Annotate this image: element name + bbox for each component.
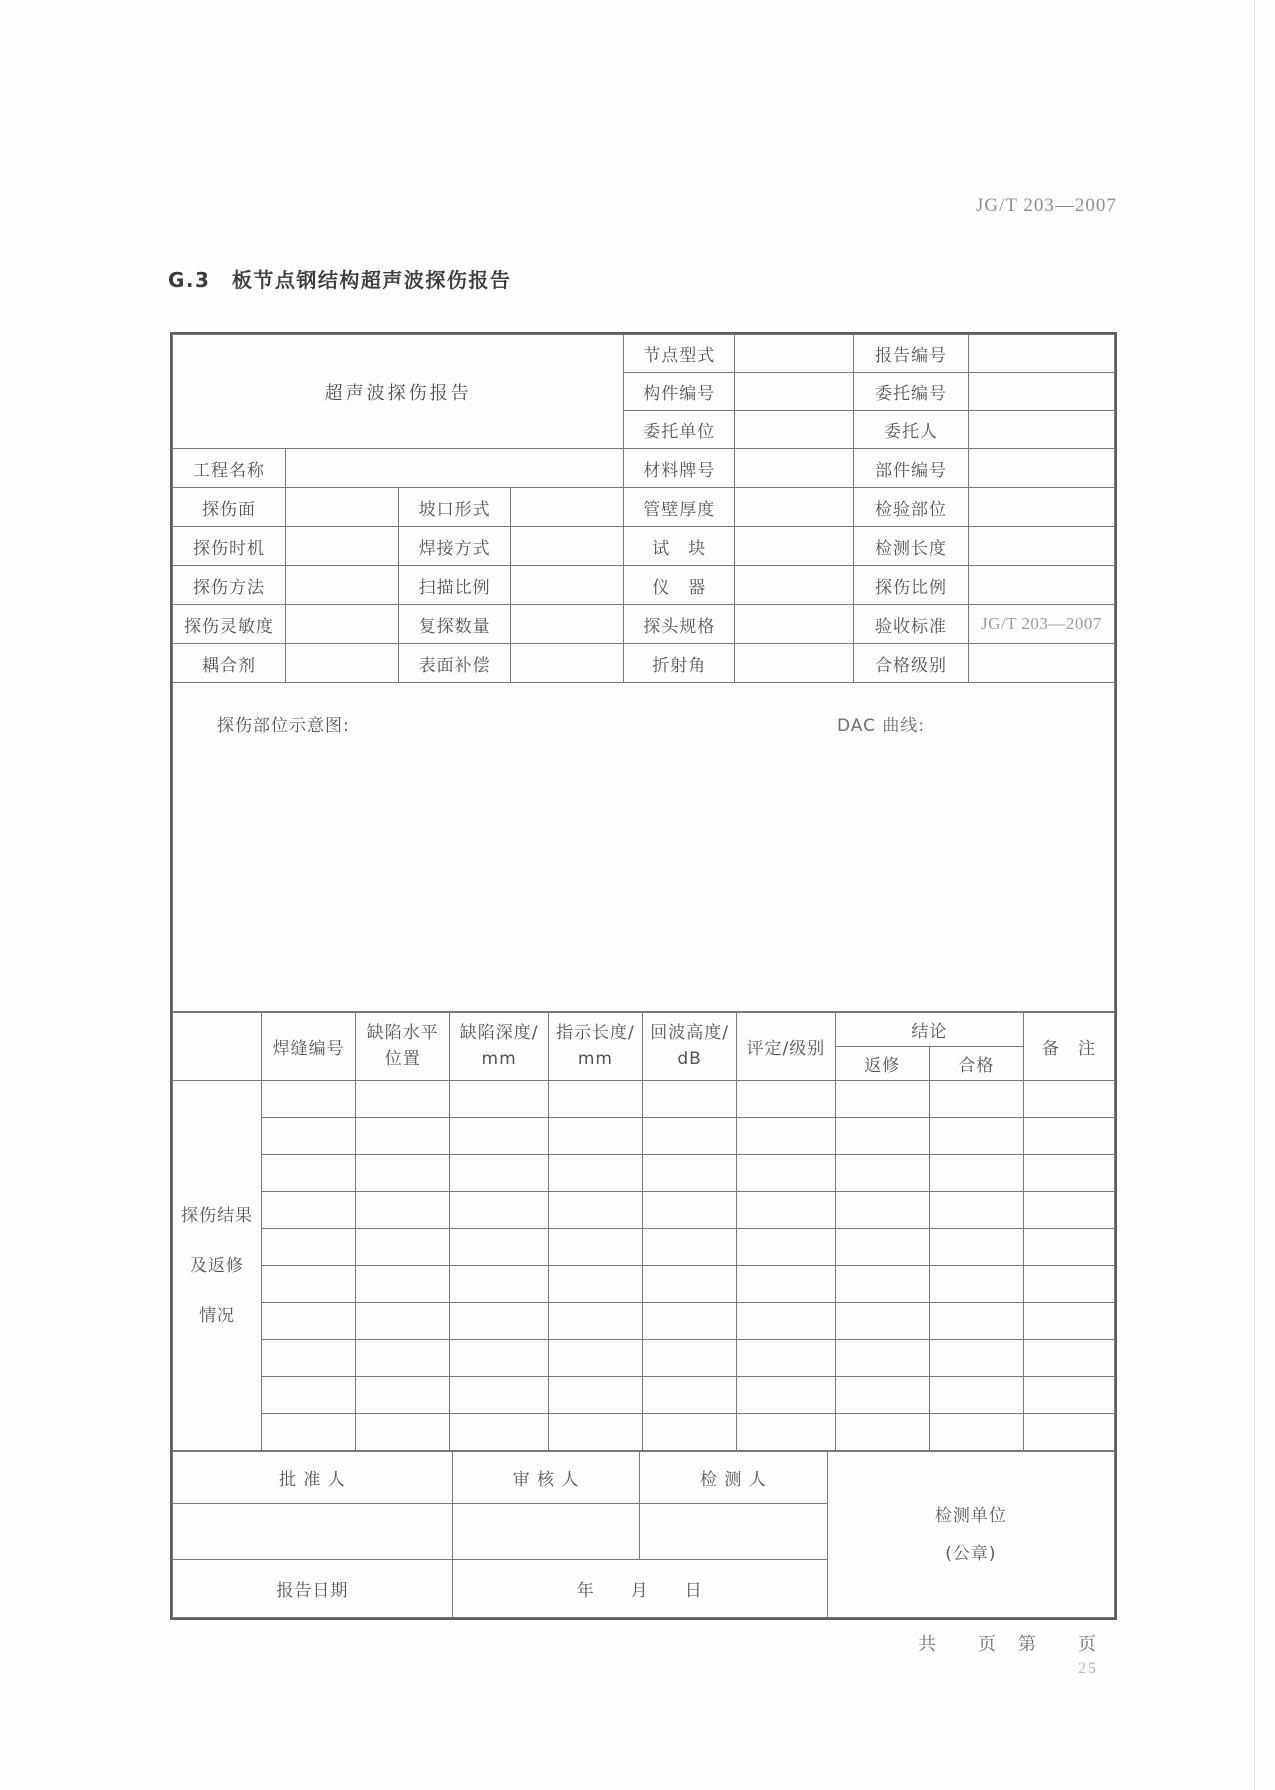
result-cell bbox=[1024, 1303, 1115, 1340]
col-header-defect-position: 缺陷水平 位置 bbox=[356, 1013, 450, 1081]
col-header-defect-depth: 缺陷深度/ mm bbox=[450, 1013, 548, 1081]
result-cell bbox=[450, 1340, 548, 1377]
result-cell bbox=[643, 1340, 737, 1377]
result-cell bbox=[835, 1377, 929, 1414]
value-test-method bbox=[286, 566, 399, 605]
result-cell bbox=[737, 1340, 835, 1377]
result-cell bbox=[643, 1377, 737, 1414]
label-commission-no: 委托编号 bbox=[854, 373, 969, 411]
label-sensitivity: 探伤灵敏度 bbox=[173, 605, 286, 644]
result-cell bbox=[929, 1192, 1023, 1229]
value-recheck-qty bbox=[511, 605, 624, 644]
result-cell bbox=[450, 1266, 548, 1303]
value-client bbox=[968, 411, 1114, 449]
col-header-rating-level: 评定/级别 bbox=[737, 1013, 835, 1081]
result-cell bbox=[835, 1414, 929, 1451]
label-surface-compensation: 表面补偿 bbox=[399, 644, 511, 683]
result-cell bbox=[356, 1377, 450, 1414]
result-cell bbox=[643, 1155, 737, 1192]
result-cell bbox=[548, 1340, 642, 1377]
result-cell bbox=[356, 1266, 450, 1303]
label-inspector: 检 测 人 bbox=[640, 1452, 827, 1504]
result-cell bbox=[548, 1414, 642, 1451]
result-cell bbox=[643, 1414, 737, 1451]
label-material-grade: 材料牌号 bbox=[624, 449, 735, 488]
dac-curve-label: DAC 曲线: bbox=[837, 716, 926, 736]
label-reviewer: 审 核 人 bbox=[452, 1452, 639, 1504]
result-cell bbox=[737, 1229, 835, 1266]
value-acceptance-level bbox=[968, 644, 1114, 683]
result-cell bbox=[548, 1229, 642, 1266]
result-cell bbox=[262, 1192, 356, 1229]
result-cell bbox=[835, 1303, 929, 1340]
result-cell bbox=[929, 1377, 1023, 1414]
result-cell bbox=[929, 1118, 1023, 1155]
result-cell bbox=[929, 1155, 1023, 1192]
result-cell bbox=[1024, 1414, 1115, 1451]
value-report-no bbox=[968, 335, 1114, 373]
result-cell bbox=[737, 1081, 835, 1118]
result-cell bbox=[835, 1081, 929, 1118]
label-acceptance-standard: 验收标准 bbox=[854, 605, 969, 644]
value-member-no bbox=[735, 373, 854, 411]
page-count-line: 共 页 第 页 bbox=[918, 1634, 1098, 1655]
form-title: 超声波探伤报告 bbox=[173, 335, 624, 449]
page-number: 25 bbox=[1078, 1660, 1098, 1677]
result-cell bbox=[835, 1155, 929, 1192]
result-cell bbox=[643, 1229, 737, 1266]
label-recheck-qty: 复探数量 bbox=[399, 605, 511, 644]
label-test-block: 试 块 bbox=[624, 527, 735, 566]
diagram-area bbox=[173, 683, 1115, 1012]
label-joint-type: 节点型式 bbox=[624, 335, 735, 373]
result-cell bbox=[450, 1229, 548, 1266]
label-report-date: 报告日期 bbox=[173, 1560, 453, 1618]
result-cell bbox=[356, 1229, 450, 1266]
result-cell bbox=[835, 1229, 929, 1266]
value-wall-thickness bbox=[735, 488, 854, 527]
result-cell bbox=[737, 1118, 835, 1155]
result-cell bbox=[262, 1377, 356, 1414]
value-part-no bbox=[968, 449, 1114, 488]
label-report-no: 报告编号 bbox=[854, 335, 969, 373]
result-cell bbox=[737, 1303, 835, 1340]
result-cell bbox=[450, 1192, 548, 1229]
result-cell bbox=[643, 1266, 737, 1303]
result-cell bbox=[737, 1155, 835, 1192]
approver-signature-cell bbox=[173, 1504, 453, 1560]
value-acceptance-standard: JG/T 203—2007 bbox=[968, 605, 1114, 644]
result-cell bbox=[835, 1340, 929, 1377]
result-cell bbox=[548, 1118, 642, 1155]
value-probe-spec bbox=[735, 605, 854, 644]
label-refraction-angle: 折射角 bbox=[624, 644, 735, 683]
label-probe-spec: 探头规格 bbox=[624, 605, 735, 644]
standard-code: JG/T 203—2007 bbox=[976, 195, 1117, 216]
result-cell bbox=[835, 1266, 929, 1303]
value-material-grade bbox=[735, 449, 854, 488]
result-cell bbox=[548, 1081, 642, 1118]
value-test-timing bbox=[286, 527, 399, 566]
label-member-no: 构件编号 bbox=[624, 373, 735, 411]
value-instrument bbox=[735, 566, 854, 605]
result-cell bbox=[737, 1192, 835, 1229]
value-test-block bbox=[735, 527, 854, 566]
result-cell bbox=[1024, 1377, 1115, 1414]
result-cell bbox=[929, 1414, 1023, 1451]
results-table bbox=[172, 1012, 1115, 1451]
result-cell bbox=[929, 1340, 1023, 1377]
testing-unit-seal-cell: 检测单位 (公章) bbox=[827, 1452, 1114, 1618]
result-cell bbox=[929, 1266, 1023, 1303]
label-welding-method: 焊接方式 bbox=[399, 527, 511, 566]
label-instrument: 仪 器 bbox=[624, 566, 735, 605]
result-cell bbox=[929, 1081, 1023, 1118]
inspector-signature-cell bbox=[640, 1504, 827, 1560]
result-cell bbox=[356, 1303, 450, 1340]
result-cell bbox=[1024, 1192, 1115, 1229]
result-cell bbox=[450, 1118, 548, 1155]
result-cell bbox=[450, 1081, 548, 1118]
label-wall-thickness: 管壁厚度 bbox=[624, 488, 735, 527]
col-header-pass: 合格 bbox=[929, 1047, 1023, 1081]
result-cell bbox=[1024, 1155, 1115, 1192]
value-test-length bbox=[968, 527, 1114, 566]
label-part-no: 部件编号 bbox=[854, 449, 969, 488]
col-header-indication-length: 指示长度/ mm bbox=[548, 1013, 642, 1081]
result-cell bbox=[262, 1340, 356, 1377]
value-scan-ratio bbox=[511, 566, 624, 605]
result-cell bbox=[356, 1414, 450, 1451]
result-cell bbox=[262, 1414, 356, 1451]
value-groove-type bbox=[511, 488, 624, 527]
reviewer-signature-cell bbox=[452, 1504, 639, 1560]
result-cell bbox=[450, 1414, 548, 1451]
label-project-name: 工程名称 bbox=[173, 449, 286, 488]
results-corner-cell bbox=[173, 1013, 262, 1081]
result-cell bbox=[548, 1303, 642, 1340]
value-surface-compensation bbox=[511, 644, 624, 683]
value-inspection-location bbox=[968, 488, 1114, 527]
result-cell bbox=[737, 1414, 835, 1451]
result-cell bbox=[262, 1229, 356, 1266]
col-header-remark: 备 注 bbox=[1024, 1013, 1115, 1081]
label-test-surface: 探伤面 bbox=[173, 488, 286, 527]
result-cell bbox=[929, 1303, 1023, 1340]
label-client: 委托人 bbox=[854, 411, 969, 449]
result-cell bbox=[643, 1118, 737, 1155]
label-couplant: 耦合剂 bbox=[173, 644, 286, 683]
result-cell bbox=[1024, 1229, 1115, 1266]
label-acceptance-level: 合格级别 bbox=[854, 644, 969, 683]
result-cell bbox=[262, 1155, 356, 1192]
value-joint-type bbox=[735, 335, 854, 373]
result-cell bbox=[356, 1118, 450, 1155]
result-cell bbox=[356, 1192, 450, 1229]
result-cell bbox=[450, 1155, 548, 1192]
result-cell bbox=[643, 1192, 737, 1229]
result-cell bbox=[356, 1340, 450, 1377]
label-test-ratio: 探伤比例 bbox=[854, 566, 969, 605]
label-approver: 批 准 人 bbox=[173, 1452, 453, 1504]
results-side-label: 探伤结果 及返修 情况 bbox=[173, 1081, 262, 1451]
result-cell bbox=[1024, 1340, 1115, 1377]
result-cell bbox=[356, 1155, 450, 1192]
label-client-unit: 委托单位 bbox=[624, 411, 735, 449]
diagram-sketch-label: 探伤部位示意图: bbox=[217, 716, 350, 736]
signoff-table bbox=[172, 1451, 1115, 1618]
ultrasonic-report-form bbox=[170, 332, 1117, 1620]
report-date-cell: 年 月 日 bbox=[452, 1560, 827, 1618]
value-test-surface bbox=[286, 488, 399, 527]
result-cell bbox=[737, 1377, 835, 1414]
label-inspection-location: 检验部位 bbox=[854, 488, 969, 527]
section-title: G.3 板节点钢结构超声波探伤报告 bbox=[168, 268, 512, 292]
result-cell bbox=[835, 1118, 929, 1155]
value-project-name bbox=[286, 449, 624, 488]
value-sensitivity bbox=[286, 605, 399, 644]
label-test-length: 检测长度 bbox=[854, 527, 969, 566]
label-test-method: 探伤方法 bbox=[173, 566, 286, 605]
result-cell bbox=[548, 1377, 642, 1414]
result-cell bbox=[262, 1118, 356, 1155]
result-cell bbox=[643, 1303, 737, 1340]
value-commission-no bbox=[968, 373, 1114, 411]
value-refraction-angle bbox=[735, 644, 854, 683]
result-cell bbox=[450, 1303, 548, 1340]
result-cell bbox=[450, 1377, 548, 1414]
col-header-conclusion: 结论 bbox=[835, 1013, 1023, 1047]
result-cell bbox=[262, 1303, 356, 1340]
result-cell bbox=[1024, 1266, 1115, 1303]
result-cell bbox=[262, 1266, 356, 1303]
result-cell bbox=[548, 1192, 642, 1229]
value-client-unit bbox=[735, 411, 854, 449]
value-couplant bbox=[286, 644, 399, 683]
value-test-ratio bbox=[968, 566, 1114, 605]
form-info-table bbox=[172, 334, 1115, 1012]
result-cell bbox=[356, 1081, 450, 1118]
value-welding-method bbox=[511, 527, 624, 566]
scan-edge-artifact bbox=[1254, 0, 1255, 1790]
col-header-weld-no: 焊缝编号 bbox=[262, 1013, 356, 1081]
result-cell bbox=[262, 1081, 356, 1118]
label-scan-ratio: 扫描比例 bbox=[399, 566, 511, 605]
col-header-repair: 返修 bbox=[835, 1047, 929, 1081]
result-cell bbox=[643, 1081, 737, 1118]
label-test-timing: 探伤时机 bbox=[173, 527, 286, 566]
col-header-echo-height: 回波高度/ dB bbox=[643, 1013, 737, 1081]
result-cell bbox=[548, 1266, 642, 1303]
result-cell bbox=[548, 1155, 642, 1192]
result-cell bbox=[1024, 1081, 1115, 1118]
result-cell bbox=[929, 1229, 1023, 1266]
result-cell bbox=[1024, 1118, 1115, 1155]
label-groove-type: 坡口形式 bbox=[399, 488, 511, 527]
result-cell bbox=[737, 1266, 835, 1303]
result-cell bbox=[835, 1192, 929, 1229]
